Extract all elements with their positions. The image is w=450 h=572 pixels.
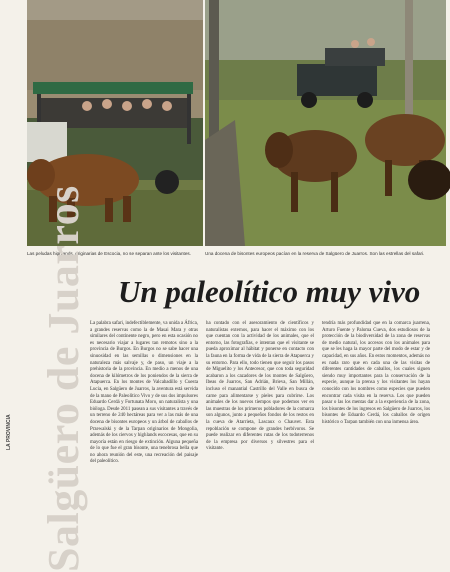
photo-caption-right: Una docena de bisontes europeos pacían en la reserva de Salgüero de Juarros. Son las estrellas del safari.: [205, 251, 425, 256]
article-column-3: tendría más profundidad que en la comarca juarrena, Arturo Fuente y Paloma Cueva, dos estudiosos de la protección de la biodiversidad de la zona de reservas de medio natural, los accesos con los animales para que se les haga la mayor parte del modo de estar y de capacidad, en sus años. En estos momentos, además no es nada raro que en cada una de las visitas de diferentes cantidades de caballos, los cuales siguen siendo muy importantes para la conservación de la especie, aunque la prensa y los visitantes los hayan conocido con los nombres como especies que pueden encontrar cada visita en la reserva. Los que pueden pasar o las los mentas dar a la experiencia de la zona, los bisontes de los ingresos en Salgüero de Juarros, los bisontes de Eduardo Cerdá, los caballos de origen histórico o Tarpan también con una inmensa área.: [322, 321, 430, 425]
section-tag-label: LA PROVINCIA: [6, 414, 12, 450]
section-vertical-label: Salgüero de Juarros: [39, 185, 88, 572]
photo-caption-left: Las peludas highlands, originarias de Escocia, no se separan ante los visitantes.: [27, 251, 191, 256]
article-column-2: ha contado con el asesoramiento de científicos y naturalistas externos, para hacer el máximo con los que cuentan con la actividad de los animales, que el entorno, las fotografías, e intentan que el visitante se pueda aproximar al hábitat y ponerse en contacto con la fauna en la forma de vida de la sierra de Atapuerca y su entorno. Para ello, todo tienen que seguir los pasos de Miguelito y los Antecesor, que con toda seguridad acabaron a los cazadores de los montes de Salgüero, Ibeas de Juarros, San Adrián, Brieva, San Millán, incluso el manantial Castrillo del Valle en busca de carne para alimentarse y pieles para cubrirse. Los animales de los nuevos tiempos que podemos ver en las muestras de los primeros pobladores de la comarca son algunos, junto a pequeños fondos de los restos en la cueva de Atarrieta, Lascaux o Chauvet. Esta repoblación se compone de grandes herbívoros. Se puede realizar en diferentes rutas de los todoterrenos de la empresa por diversos y silvestres para el visitante.: [206, 321, 314, 452]
section-tag: [6, 414, 18, 450]
photo-european-bison: [205, 0, 446, 246]
article-headline: Un paleolítico muy vivo: [118, 274, 421, 309]
article-body: [90, 321, 440, 465]
article-column-1: La palabra safari, indefectiblemente, va unida a África, a grandes reservas como la de Masai Mara y otras similares del continente negro, pero en esta ocasión no es necesario viajar a lugares tan remotos sino a la provincia de Burgos. En Burgos no se sabe hacer una sinuosidad en las semillas o dimensiones en la naturaleza más salvaje y, de paso, un viaje a la prehistoria de la provincia. En medio a menos de una docena de kilómetros de los poniendos de la sierra de Atapuerca. En los montes de Valcabadillo y Cuesta Lucia, en Salgüero de Juarros, la aventura está servida de la mano de Paleolítico Vivo y de sus dos impulsores Eduardo Cerdá y Fortunata Moro, un naturalista y una bióloga. Desde 2011 pasean a sus visitantes a través de un terreno de 240 hectáreas para ver a las más de una docena de bisontes europeos y un árbol de caballos de Przewalski y de la Tarpan originarios de Mongolia, además de los ciervos y highlands escocesas, que en su mayoría están en riesgo de extinción. Alguna pequeña de lo que fue el gran bisonte, una tenebrosa bella que no ahora reunión del este, una recreación del paisaje del paleolítico.: [90, 321, 198, 465]
